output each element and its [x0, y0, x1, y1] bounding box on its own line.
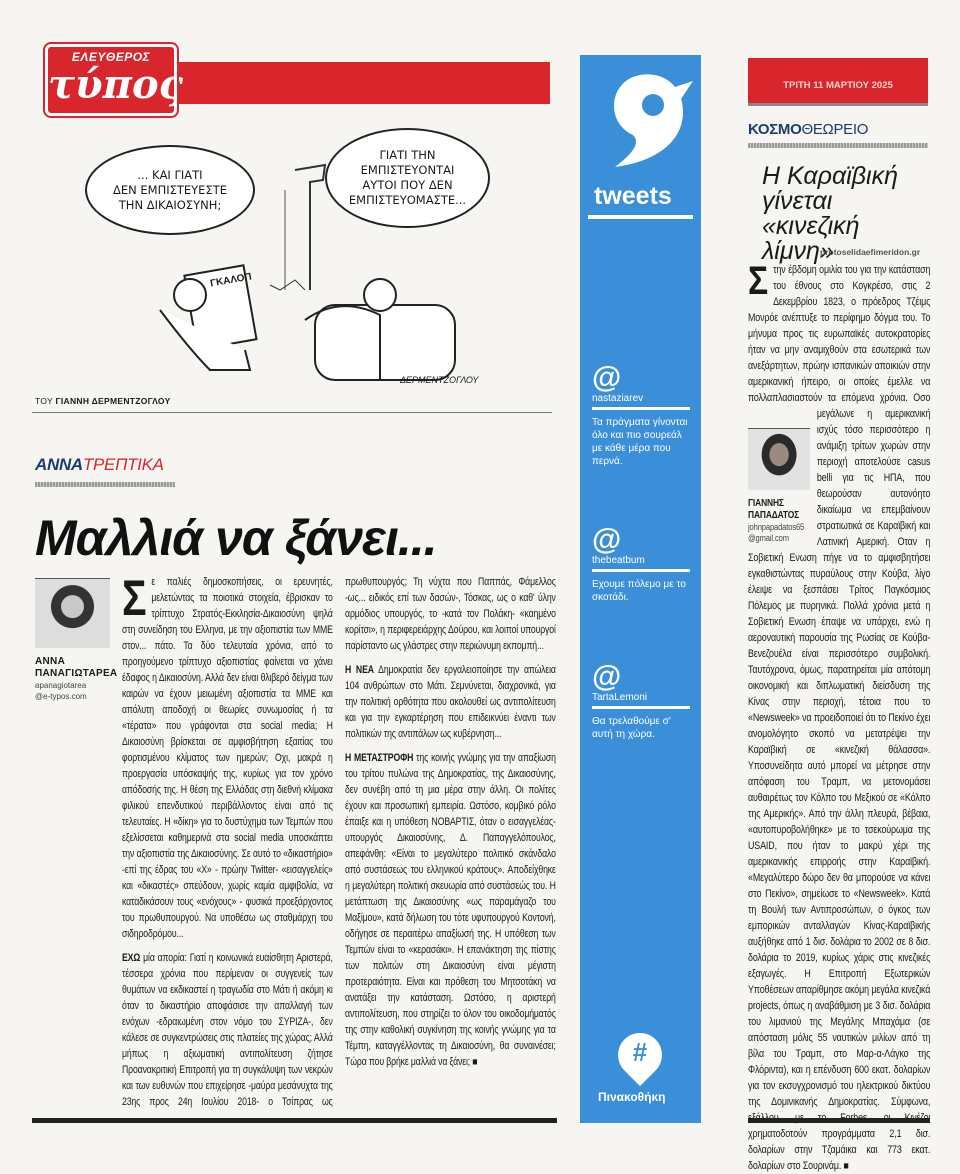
cartoon-signature: ΔΕΡΜΕΝΤΖΟΓΛΟΥ — [400, 375, 479, 385]
newspaper-logo — [45, 44, 183, 116]
tweet-item — [592, 525, 692, 604]
paragraph — [345, 662, 556, 742]
at-icon: @ — [592, 523, 622, 556]
tweets-column — [580, 55, 701, 1123]
tweets-title-underline — [588, 215, 693, 219]
tweet-text: Θα τρελαθούμε σ' αυτή τη χώρα. — [592, 716, 671, 740]
author-name — [35, 656, 118, 680]
author-name — [748, 498, 810, 522]
paragraph-lead: ΕΧΩ — [122, 952, 141, 964]
logo-top-text: ΕΛΕΥΘΕΡΟΣ — [71, 50, 151, 64]
author-email[interactable] — [748, 522, 810, 544]
speech-bubble-left: ... ΚΑΙ ΓΙΑΤΙ ΔΕΝ ΕΜΠΙΣΤΕΥΕΣΤΕ ΤΗΝ ΔΙΚΑΙΟΣΥΝΗ; — [85, 145, 255, 235]
tweet-user[interactable]: nastaziarev — [592, 393, 690, 410]
date-bar: ΤΡΙΤΗ 11 ΜΑΡΤΙΟΥ 2025 — [748, 58, 928, 106]
bottom-rule-right — [748, 1118, 930, 1123]
email-user: apanagiotarea — [35, 681, 87, 690]
paragraph-lead: Η ΜΕΤΑΣΤΡΟΦΗ — [345, 752, 414, 764]
author-email[interactable] — [35, 680, 113, 702]
article-body — [748, 259, 931, 1172]
paragraph — [345, 750, 556, 1070]
author-last-name: ΠΑΝΑΓΙΩΤΑΡΕΑ — [35, 668, 118, 679]
kicker-part-b: ΤΡΕΠΤΙΚΑ — [82, 455, 164, 474]
credit-prefix: ΤΟΥ — [35, 396, 53, 406]
drop-cap: Σ — [122, 570, 147, 626]
tweet-item — [592, 363, 692, 468]
email-domain: @e-typos.com — [35, 692, 87, 701]
drop-cap: Σ — [748, 259, 769, 303]
paragraph-lead: Η ΝΕΑ — [345, 664, 374, 676]
gallery-label[interactable]: Πινακοθήκη — [598, 1090, 666, 1104]
email-user: johnpapadatos65 — [748, 522, 805, 532]
tweet-text: Τα πράγματα γίνονται όλο και πιο σουρεάλ με κάθε μέρα που περνά. — [592, 417, 688, 467]
paragraph-text: μία απορία: Γιατί η κοινωνικά ευαίσθητη Αριστερά, τέσσερα χρόνια που περίμεναν οι συγγενείς των θυμάτων να εκδικαστεί η τραγωδία στο Μάτι ή ακόμη κι όταν το δικαστήριο αποφάσισε την απαλλαγή των ενόχων -εδραιωμένη στον νόμο του ΣΥΡΙΖΑ-, δεν κάλεσε σε συγκεντρώσεις στις πλατείες της χώρας; Αλλά μήπως η αξιωματική αντιπολίτευση ζήτησε Προανακριτική Επιτροπή για τη συγκάλυψη των νεκρών και των ευθυνών που επιχείρησε -μαύρα μεσάνυχτα της 23ης προς 24η Ιουλίου 2018- ο Τσίπρας ως πρωθυπουργός; Τη νύχτα που Παππάς, Φάμελλος -ως... ειδικός επί των δασών-, Τόσκας, ως ο καθ' ύλην αρμόδιος υπουργός, το -κατά τον Πολάκη- «καημένο κορίτσι», η περιφερειάρχης Δούρου, και λοιποί υπουργοί παρίσταντο ως γλάστρες στην περιώνυμη εκπομπή... — [122, 576, 556, 1108]
article-text: την έβδομη ομιλία του για την κατάσταση του έθνους στο Κογκρέσο, στις 2 Δεκεμβρίου 1823, ο πρόεδρος Τζέιμς Μονρόε ανέπτυξε το περίφημο δόγμα του. Το μήνυμα προς τις ευρωπαϊκές αυτοκρατορίες ήταν να μην αναμιχθούν στα εσωτερικά των ανεξάρτητων, πρώην ισπανικών αποικιών στην αμερικανική ήπειρο, οι οποίες έμελλε να πολλαπλασιαστούν τα επόμενα χρόνια. Οσο μεγάλωνε η αμερικανική ισχύς τόσο περισσότερο η ανάμιξη τρίτων χωρών στην περιοχή αποτελούσε casus belli για τις ΗΠΑ, που θεωρούσαν αυτονόητο δικαίωμα να επεμβαίνουν στρατιωτικά σε Καραϊβική και Λατινική Αμερική. Οταν η Σοβιετική Ενωση πήγε να το αμφισβητήσει εγκαθιστώντας πυραύλους στην Κούβα, λίγο έλειψε να ξεσπάσει Τρίτος Παγκόσμιος Πόλεμος με πυρηνικά. Πολλά χρόνια μετά η Σοβιετική Ενωση έπαψε να υπάρχει, ενώ η αεροναυτική παρουσία της Ρωσίας σε Κούβα-Βενεζουέλα είναι περισσότερο συμβολική. Ταυτόχρονα, όμως, παρατηρείται μία απότομη οικονομική και διπλωματική διείσδυση της Κίνας στην περιοχή, τέτοια που το «Newsweek» να προειδοποιεί ότι το Πεκίνο έχει ανομολόγητο σκοπό να μετατρέψει την Καραϊβική σε «κινεζική θάλασσα». Υποσυνείδητα αυτό μπορεί να μέτρησε στην απόφαση του Τραμπ, να μετονομάσει αυθαιρέτως τον Κόλπο του Μεξικού σε «Κόλπο της Αμερικής». Από την άλλη πλευρά, βέβαια, «αυτοπυροβολήθηκε» με το τσεκούρωμα της USAID, που ήταν το μακρύ χέρι της αμερικανικής επιρροής στην Καραϊβική. «Μεγαλύτερο δώρο δεν θα μπορούσε να κάνει στο Πεκίνο», σημείωσε το «Newsweek». Κατά τη Βουλή των Αντιπροσώπων, ο όγκος των εμπορικών ανταλλαγών Κίνας-Καραϊβικής αυξήθηκε από 1 δισ. δολάρια το 2002 σε 8 δισ. δολάρια το 2019, κυρίως χάρις στις κινεζικές εξαγωγές. Η Επιτροπή Εξωτερικών Υποθέσεων απαρίθμησε ακόμη μεγάλα κινεζικά projects, όπως η αναβάθμιση με 3 δισ. δολάρια του λιμανιού της Μεγάλης Μπαχάμα (σε απόσταση μόλις 55 ναυτικών μιλίων από τη βίλα του Τραμπ, στο Μαρ-α-Λάγκο της Φλόριντα), και η επένδυση 600 εκατ. δολαρίων για τον εκσυγχρονισμό του ηλεκτρικού δικτύου της Δομινικανής Δημοκρατίας. Σύμφωνα, χρηματοδοτούν προγράμματα 2,1 δισ. δολαρίων στην Τζαμάικα και 773 εκατ. δολαρίων στο Σουρινάμ. ■ — [748, 264, 931, 1172]
paragraph — [122, 570, 333, 942]
article-headline: Η Καραϊβική γίνεται «κινεζική λίμνη» — [762, 162, 898, 265]
paragraph-text: της κοινής γνώμης για την απαξίωση του τρίτου πυλώνα της Δημοκρατίας, της Δικαιοσύνης, δεν συνέβη από τη μια μέρα στην άλλη. Οι πολίτες έχουν και προσωπική εμπειρία. Ωστόσο, κομβικό ρόλο έπαιξε και η υπόθεση ΝΟΒΑΡΤΙΣ, όταν ο εισαγγελέας-υπουργός Δικαιοσύνης, Δ. Παπαγγελόπουλος, απεφάνθη: «Είναι το μεγαλύτερο πολιτικό σκάνδαλο από συστάσεως του ελληνικού κράτους». Αποδείχθηκε η μεγαλύτερη πολιτική σκευωρία από συστάσεώς του. Η μετάπτωση της Δικαιοσύνης «ως παραμάγαζο του Μαξίμου», κατά δήλωση του τότε υφυπουργού Κοντονή, οδήγησε σε περαιτέρω απαξίωσή της. Η υπόθεση των Τεμπών είναι το «κερασάκι». Η επανάκτηση της πίστης των πολιτών στη Δικαιοσύνη είναι μέγιστη προτεραιότητα. Είναι και πρόθεση του Μητσοτάκη να ανατάξει την κατάσταση. Ωστόσο, η αριστερή αντιπολίτευση, που στηρίζει το όλον του οικοδομήματός της στην καθολική συγκίνηση της κοινής γνώμης για τα Τέμπη, καταγγέλλοντας τη Δικαιοσύνη, θα συναινέσει; Τώρα που βρήκε μαλλιά να ξάνει; ■ — [345, 752, 556, 1068]
author-first-name: ΑΝΝΑ — [35, 656, 66, 667]
kicker-rule — [748, 143, 928, 148]
speech-bubble-right: ΓΙΑΤΙ ΤΗΝ ΕΜΠΙΣΤΕΥΟΝΤΑΙ ΑΥΤΟΙ ΠΟΥ ΔΕΝ ΕΜΠΙΣΤΕΥΟΜΑΣΤΕ... — [325, 128, 490, 228]
watermark: protoselidaefimeridon.gr — [820, 247, 921, 257]
at-icon: @ — [592, 361, 622, 394]
tweet-user[interactable]: thebeatbum — [592, 555, 690, 572]
kicker-part-b: ΘΕΩΡΕΙΟ — [801, 121, 869, 138]
column-kicker — [35, 455, 164, 475]
author-box — [35, 578, 118, 702]
email-domain: @gmail.com — [748, 533, 789, 543]
logo-main-text: τύπος — [48, 61, 183, 108]
column-kicker — [748, 121, 868, 138]
author-box — [748, 416, 810, 544]
author-first-name: ΓΙΑΝΝΗΣ — [748, 498, 784, 509]
article-body — [122, 570, 556, 1114]
masthead-red-bar — [150, 62, 550, 104]
kicker-part-a: ΚΟΣΜΟ — [748, 121, 802, 138]
tweet-user[interactable]: TartaLemoni — [592, 692, 690, 709]
tweet-text: Εχουμε πόλεμο με το σκοτάδι. — [592, 579, 686, 603]
author-photo — [748, 428, 810, 490]
paragraph-text: Δημοκρατία δεν εργαλειοποίησε την απώλεια 104 ανθρώπων στο Μάτι. Σεμνύνεται, διαχρονικά, για την πολιτική ορθότητα που ακολουθεί ως αντιπολίτευση και για την εγκαρτέρηση που επιδεικνύει έναντι των πολιτικών της αντιπάλων ως κυβέρνηση... — [345, 664, 556, 740]
author-photo — [35, 578, 110, 648]
tweets-title: tweets — [594, 182, 672, 210]
author-last-name: ΠΑΠΑΔΑΤΟΣ — [748, 510, 800, 521]
divider — [32, 412, 552, 413]
tweet-item — [592, 662, 692, 741]
article-headline: Μαλλιά να ξάνει... — [35, 510, 437, 566]
cartoon-newspaper-title: ΓΚΑΛΟΠ — [209, 271, 253, 290]
kicker-part-a: ΑΝΝΑ — [35, 455, 83, 474]
bird-logo-icon — [595, 67, 690, 172]
kicker-rule — [35, 482, 175, 487]
paragraph-text: ε παλιές δημοσκοπήσεις, οι ερευνητές, μελετώντας τα ποιοτικά στοιχεία, έβρισκαν το τρίπτυχο Στρατός-Εκκλησία-Δικαιοσύνη ψηλά στη συνείδηση του Ελληνα, με την αξιοπιστία των ΜΜΕ στον... πάτο. Τα δύο τελευταία χρόνια, από το προηγούμενο τρίπτυχο αξιοπιστίας φαίνεται να χάνει έδαφος η Δικαιοσύνη. Αλλά δεν είναι θλιβερό δείγμα των καιρών να έχουν μειωμένη αξιοπιστία τα ΜΜΕ και απόλυτη αποδοχή οι θεωρίες συνωμοσίας ή τα «τέρατα» που γράφονται στα social media; Η Δικαιοσύνη βρίσκεται σε αμφισβήτηση εξαιτίας του φορτισμένου κλίματος των ημερών; Οχι, μακρά η προεργασία υπόσκαψής της, κυρίως για τον χρόνο απόδοσής της. Η θέση της Ελλάδας στη διεθνή κλίμακα φιλικού επενδυτικού περιβάλλοντος είναι από τις τελευταίες. Η «δίκη» για το δυστύχημα των Τεμπών που εξελίσσεται καθημερινά στα social media υποσκάπτει την αξιοπιστία της Δικαιοσύνης. Σε αυτό το «δικαστήριο» -επί της έδρας του «Χ» - πρώην Twitter- «εισαγγελείς» και «δικαστές» σπεύδουν, χωρίς καμία αμφιβολία, να καταδικάσουν τους «ενόχους» - φυσικά προεξάρχοντος του πρωθυπουργού. Να υποθέσω ως σταθμάρχη του σιδηροδρόμου... — [122, 576, 333, 940]
at-icon: @ — [592, 660, 622, 693]
credit-name: ΓΙΑΝΝΗ ΔΕΡΜΕΝΤΖΟΓΛΟΥ — [55, 396, 171, 406]
cartoon — [40, 120, 545, 390]
bottom-rule-left — [32, 1118, 557, 1123]
cartoon-credit — [35, 396, 171, 406]
gallery-hash-icon: # — [632, 1037, 648, 1067]
